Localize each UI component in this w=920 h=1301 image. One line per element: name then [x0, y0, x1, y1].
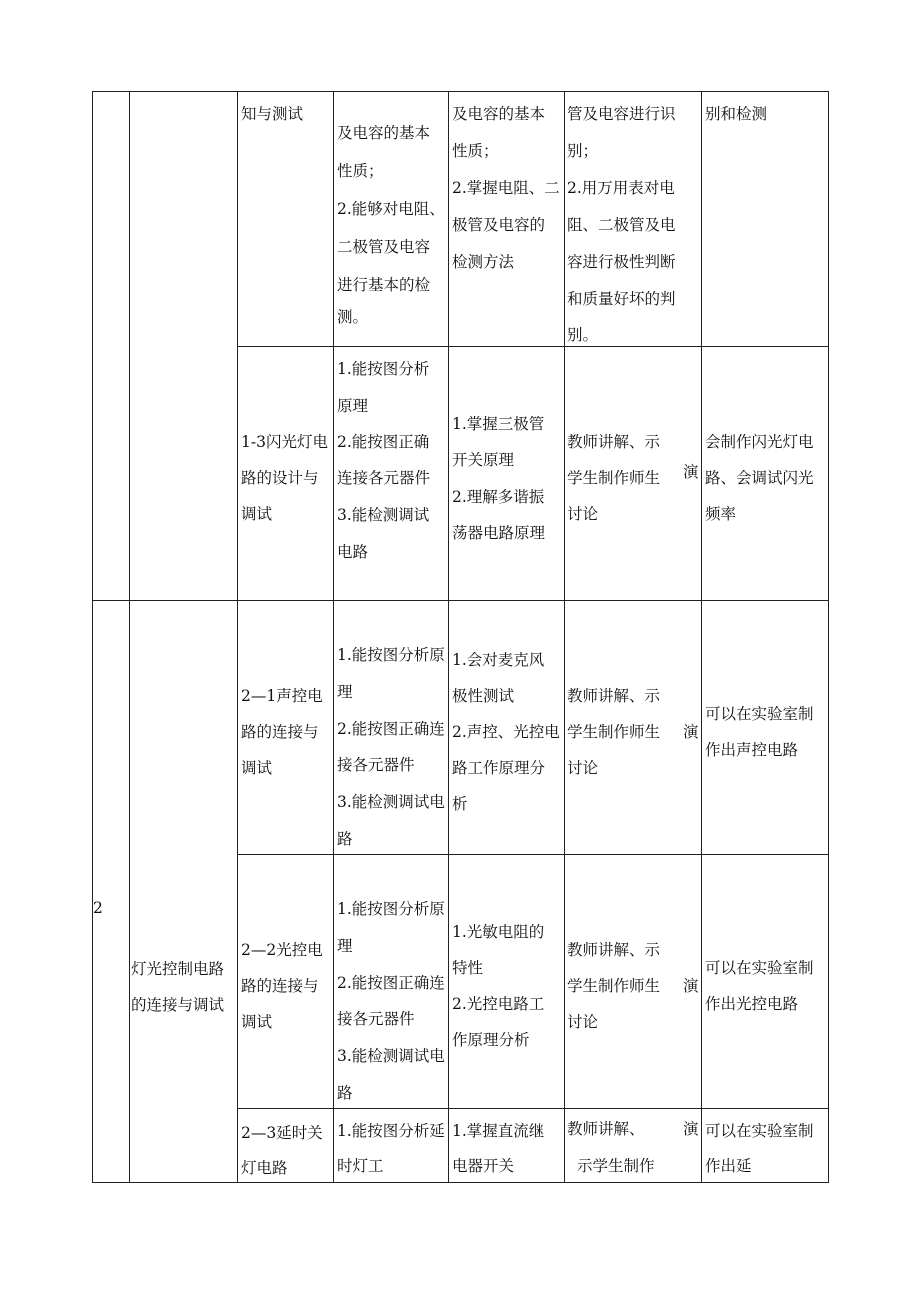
knowledge-line: 1.掌握三极管 — [452, 415, 545, 433]
knowledge-line: 检测方法 — [452, 253, 515, 271]
method-line: 讨论 — [567, 759, 599, 777]
task-name-line: 路的设计与 — [241, 469, 319, 487]
ability-line: 二极管及电容 — [337, 238, 431, 256]
method-side-char: 演 — [683, 977, 699, 995]
ability-line: 1.能按图分析延 — [337, 1122, 445, 1140]
method-line: 教师讲解、示 — [567, 433, 661, 451]
method-line: 学生制作师生 — [567, 977, 661, 995]
ability-line: 1.能按图分析原 — [337, 900, 445, 918]
knowledge-line: 1.掌握直流继 — [452, 1122, 545, 1140]
goal-line: 频率 — [705, 505, 737, 523]
task-name-line: 调试 — [241, 1013, 273, 1031]
ability-line: 电路 — [337, 543, 369, 561]
goal-line: 作出声控电路 — [705, 741, 799, 759]
knowledge-line: 开关原理 — [452, 451, 515, 469]
ability-line: 理 — [337, 683, 353, 701]
ability-line: 时灯工 — [337, 1157, 384, 1175]
task-name-line: 2—2光控电 — [241, 941, 323, 959]
goal-line: 可以在实验室制 — [705, 705, 814, 723]
knowledge-line: 电器开关 — [452, 1157, 515, 1175]
goal-line: 会制作闪光灯电 — [705, 433, 814, 451]
goal-cell: 别和检测 — [705, 105, 768, 123]
ability-line: 3.能检测调试电 — [337, 793, 445, 811]
knowledge-line: 荡器电路原理 — [452, 524, 546, 542]
ability-line: 理 — [337, 937, 353, 955]
knowledge-line: 析 — [452, 795, 468, 813]
method-line: 和质量好坏的判 — [567, 290, 676, 308]
knowledge-line: 极管及电容的 — [452, 216, 546, 234]
knowledge-line: 及电容的基本 — [452, 105, 546, 123]
project-title-line: 灯光控制电路 — [131, 960, 225, 978]
task-name-line: 2—3延时关 — [241, 1124, 323, 1142]
method-line: 管及电容进行识 — [567, 105, 676, 123]
ability-line: 2.能按图正确 — [337, 433, 430, 451]
ability-line: 2.能按图正确连 — [337, 974, 445, 992]
knowledge-line: 1.光敏电阻的 — [452, 923, 545, 941]
project-title-line: 的连接与调试 — [131, 996, 225, 1014]
ability-line: 测。 — [337, 308, 369, 326]
method-line: 别； — [567, 142, 599, 160]
ability-line: 接各元器件 — [337, 1010, 415, 1028]
knowledge-line: 极性测试 — [452, 687, 515, 705]
task-name-line: 2—1声控电 — [241, 687, 323, 705]
task-name-line: 调试 — [241, 505, 273, 523]
knowledge-line: 作原理分析 — [452, 1031, 530, 1049]
method-line: 教师讲解、示 — [567, 687, 661, 705]
ability-line: 原理 — [337, 397, 369, 415]
task-name-line: 1-3闪光灯电 — [241, 433, 328, 451]
ability-line: 3.能检测调试电 — [337, 1047, 445, 1065]
method-line: 学生制作师生 — [567, 469, 661, 487]
method-side-char: 演 — [683, 463, 699, 481]
method-line: 讨论 — [567, 1013, 599, 1031]
knowledge-line: 2.理解多谐振 — [452, 488, 545, 506]
knowledge-line: 2.光控电路工 — [452, 995, 545, 1013]
goal-line: 作出光控电路 — [705, 995, 799, 1013]
method-line: 示学生制作 — [577, 1157, 655, 1175]
ability-line: 2.能够对电阻、 — [337, 200, 445, 218]
task-name-cell: 知与测试 — [241, 105, 304, 123]
knowledge-line: 2.声控、光控电 — [452, 723, 560, 741]
ability-line: 3.能检测调试 — [337, 506, 430, 524]
ability-line: 路 — [337, 830, 353, 848]
method-side-char: 演 — [683, 723, 699, 741]
project-number: 2 — [93, 899, 103, 917]
knowledge-line: 1.会对麦克风 — [452, 651, 545, 669]
task-name-line: 调试 — [241, 759, 273, 777]
ability-line: 及电容的基本 — [337, 124, 431, 142]
knowledge-line: 路工作原理分 — [452, 759, 546, 777]
method-line: 阻、二极管及电 — [567, 216, 676, 234]
task-name-line: 灯电路 — [241, 1159, 288, 1177]
ability-line: 进行基本的检 — [337, 276, 431, 294]
ability-line: 接各元器件 — [337, 756, 415, 774]
goal-line: 可以在实验室制 — [705, 959, 814, 977]
ability-line: 性质； — [337, 162, 384, 180]
ability-line: 连接各元器件 — [337, 469, 431, 487]
task-name-line: 路的连接与 — [241, 723, 319, 741]
task-name-line: 路的连接与 — [241, 977, 319, 995]
knowledge-line: 性质； — [452, 142, 499, 160]
ability-line: 1.能按图分析 — [337, 360, 430, 378]
method-line: 讨论 — [567, 505, 599, 523]
goal-line: 路、会调试闪光 — [705, 469, 814, 487]
method-line: 学生制作师生 — [567, 723, 661, 741]
method-line: 教师讲解、示 — [567, 941, 661, 959]
method-line: 2.用万用表对电 — [567, 179, 675, 197]
method-line: 教师讲解、 — [567, 1120, 645, 1138]
ability-line: 1.能按图分析原 — [337, 646, 445, 664]
ability-line: 路 — [337, 1084, 353, 1102]
knowledge-line: 2.掌握电阻、二 — [452, 179, 560, 197]
method-line: 容进行极性判断 — [567, 253, 676, 271]
method-side-char: 演 — [683, 1120, 699, 1138]
knowledge-line: 特性 — [452, 959, 484, 977]
goal-line: 作出延 — [705, 1157, 752, 1175]
ability-line: 2.能按图正确连 — [337, 720, 445, 738]
goal-line: 可以在实验室制 — [705, 1122, 814, 1140]
method-line: 别。 — [567, 326, 599, 344]
